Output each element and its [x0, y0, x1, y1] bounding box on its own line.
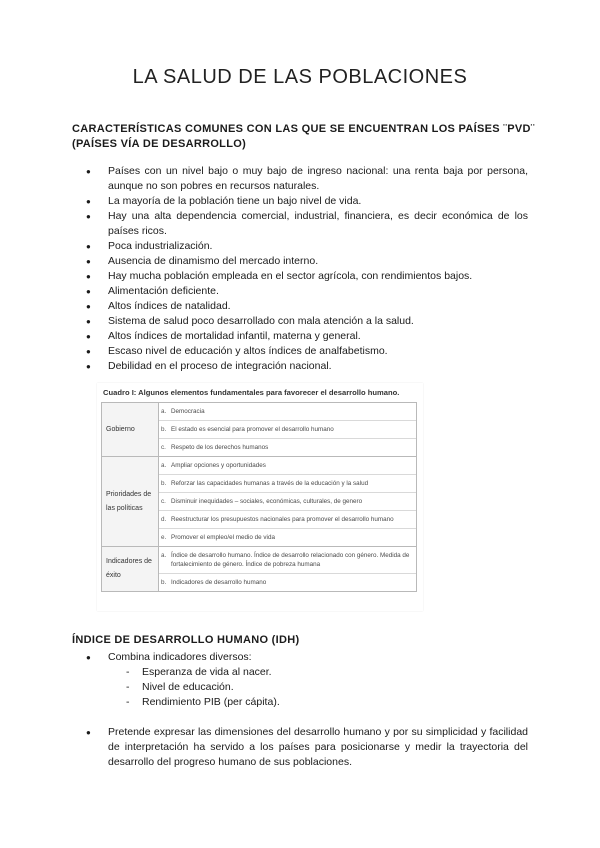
table-row: [102, 547, 417, 592]
idh-list: [72, 650, 528, 710]
page-title: LA SALUD DE LAS POBLACIONES: [132, 66, 468, 88]
sub-list-item: - Esperanza de vida al nacer.: [108, 665, 528, 680]
table-item: c. Respeto de los derechos humanos: [161, 444, 269, 451]
table-row: [102, 403, 417, 457]
sub-list-item: - Rendimiento PIB (per cápita).: [108, 695, 528, 710]
table-category-cell: Indicadores de éxito: [102, 547, 159, 592]
table-item: a. Ampliar opciones y oportunidades: [159, 457, 416, 475]
table-category-cell: Prioridades de las políticas: [102, 457, 159, 547]
list-item: ● Poca industrialización.: [72, 239, 528, 254]
list-item: ● Ausencia de dinamismo del mercado interno.: [72, 254, 528, 269]
list-item: ● Debilidad en el proceso de integración nacional.: [72, 359, 528, 374]
list-item: ● Hay una alta dependencia comercial, industrial, financiera, es decir económica de los países ricos.: [72, 209, 528, 239]
section-heading-idh: ÍNDICE DE DESARROLLO HUMANO (IDH): [72, 634, 300, 646]
cuadro-figure: [97, 383, 423, 611]
table-row: [102, 457, 417, 547]
list-item: ● Pretende expresar las dimensiones del desarrollo humano y por su simplicidad y facilidad de interpretación ha servido a los países para posicionarse y medir la trayectoria del desarrollo del progreso humano de sus poblaciones.: [72, 725, 528, 770]
list-item: ● Escaso nivel de educación y altos índices de analfabetismo.: [72, 344, 528, 359]
table-item: e. Promover el empleo/el medio de vida: [161, 534, 275, 541]
cuadro-caption: Cuadro I: Algunos elementos fundamentales para favorecer el desarrollo humano.: [103, 388, 400, 397]
list-item: ● Altos índices de natalidad.: [72, 299, 528, 314]
list-item: ● Sistema de salud poco desarrollado con mala atención a la salud.: [72, 314, 528, 329]
list-item: ● Alimentación deficiente.: [72, 284, 528, 299]
sub-list-item: - Nivel de educación.: [108, 680, 528, 695]
list-item: ● Países con un nivel bajo o muy bajo de ingreso nacional: una renta baja por persona, aunque no son pobres en recursos naturales.: [72, 164, 528, 194]
list-item: ● La mayoría de la población tiene un bajo nivel de vida.: [72, 194, 528, 209]
table-item: c. Disminuir inequidades – sociales, económicas, culturales, de genero: [159, 493, 416, 511]
cuadro-table: [101, 402, 417, 592]
list-item: ● Hay mucha población empleada en el sector agrícola, con rendimientos bajos.: [72, 269, 528, 284]
table-item: a. Índice de desarrollo humano. Índice de desarrollo relacionado con género. Medida de fortalecimiento de género. Índice de pobreza humana: [159, 547, 416, 574]
table-category-cell: Gobierno: [102, 403, 159, 457]
list-item: ● Combina indicadores diversos: - Esperanza de vida al nacer. - Nivel de educación. - Rendimiento PIB (per cápita).: [72, 650, 528, 710]
idh-list-2: [72, 725, 528, 770]
table-item: b. Reforzar las capacidades humanas a través de la educación y la salud: [159, 475, 416, 493]
table-item: b. Indicadores de desarrollo humano: [161, 579, 267, 586]
table-item: d. Reestructurar los presupuestos nacionales para promover el desarrollo humano: [159, 511, 416, 529]
section-heading-pvd: CARACTERÍSTICAS COMUNES CON LAS QUE SE ENCUENTRAN LOS PAÍSES ¨PVD¨ (PAÍSES VÍA DE DESARROLLO): [72, 123, 535, 150]
table-item: a. Democracia: [159, 403, 416, 421]
pvd-characteristics-list: [72, 164, 528, 374]
idh-sublist: [108, 665, 528, 710]
list-item: ● Altos índices de mortalidad infantil, materna y general.: [72, 329, 528, 344]
table-item: b. El estado es esencial para promover el desarrollo humano: [159, 421, 416, 439]
